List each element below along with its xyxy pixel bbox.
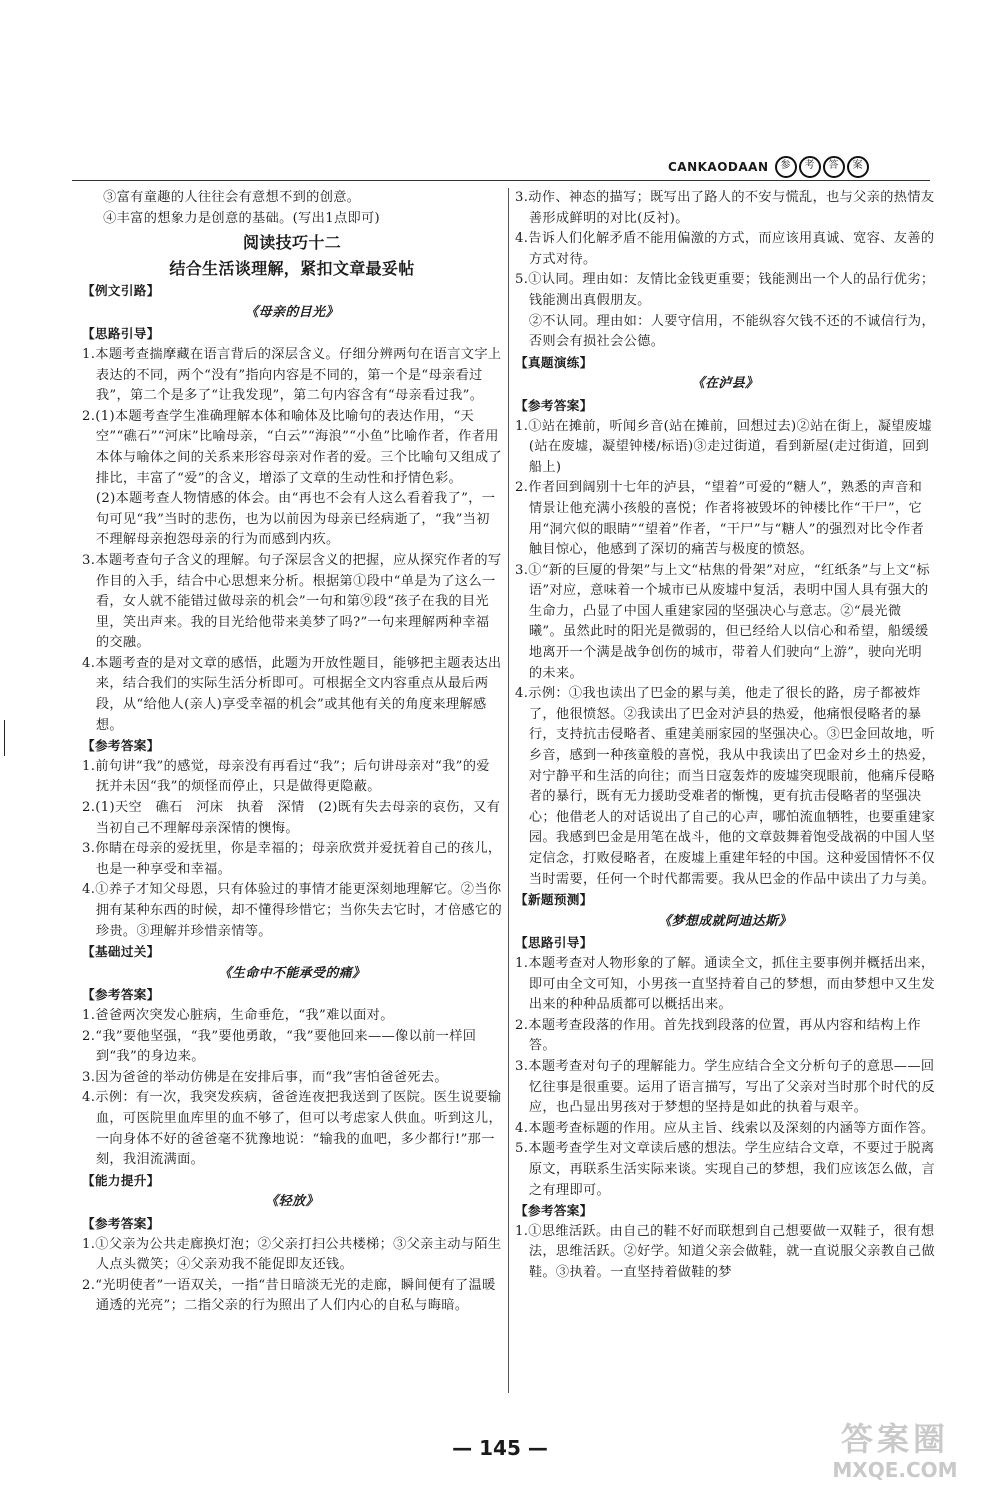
article-title: 《母亲的目光》 bbox=[245, 304, 339, 320]
watermark-url: MXQE.COM bbox=[832, 1458, 958, 1482]
tag-new: 【新题预测】 bbox=[515, 892, 593, 908]
answer-item: 3.因为爸爸的举动仿佛是在安排后事，而“我”害怕爸爸死去。 bbox=[82, 1069, 448, 1085]
tag-example: 【例文引路】 bbox=[82, 283, 160, 299]
answer-item: 3.你睛在母亲的爱抚里，你是幸福的；母亲欣赏并爱抚着自己的孩儿，也是一种享受和幸福。 bbox=[82, 841, 502, 877]
answer-item: 1.前句讲“我”的感觉，母亲没有再看过“我”；后句讲母亲对“我”的爱抚并未因“我”的烦怪而停止，只是做得更隐蔽。 bbox=[82, 758, 490, 795]
logo-image: 参 考 答 案 bbox=[775, 156, 869, 178]
tag-answer: 【参考答案】 bbox=[82, 738, 160, 754]
answer-item: 2.(1)天空 礁石 河床 执着 深情 (2)既有失去母亲的哀伤，又有当初自己不理解母亲深情的懊悔。 bbox=[82, 800, 501, 836]
answer-item: 3.动作、神态的描写；既写出了路人的不安与慌乱，也与父亲的热情友善形成鲜明的对比(反衬)。 bbox=[515, 190, 935, 226]
article-title: 《梦想成就阿迪达斯》 bbox=[658, 913, 792, 929]
article-title: 《在泸县》 bbox=[691, 376, 759, 392]
answer-item: ②不认同。理由如：人要守信用，不能纵容欠钱不还的不诚信行为，否则会有损社会公德。 bbox=[528, 313, 935, 350]
column-divider bbox=[508, 188, 509, 1393]
tag-answer: 【参考答案】 bbox=[515, 397, 593, 413]
article-title: 《轻放》 bbox=[265, 1194, 319, 1210]
answer-item: 5.①认同。理由如：友情比金钱更重要；钱能测出一个人的品行优劣；钱能测出真假朋友。 bbox=[515, 272, 935, 308]
section-heading: 阅读技巧十二 bbox=[242, 233, 342, 253]
guide-item: 4.本题考查的是对文章的感悟，此题为开放性题目，能够把主题表达出来，结合我们的实际生活分析即可。可根据全文内容重点从最后两段，从“给他人(亲人)享受幸福的机会”或其他有关的角度来理解感想。 bbox=[82, 655, 502, 733]
answer-item: 4.示例：有一次，我突发疾病，爸爸连夜把我送到了医院。医生说要输血，可医院里血库里的血不够了，但可以考虑家人供血。听到这儿，一向身体不好的爸爸毫不犹豫地说：“输我的血吧，多少都行!”那一刻，我泪流满面。 bbox=[82, 1090, 502, 1168]
tag-guide: 【思路引导】 bbox=[515, 935, 593, 951]
header-logo bbox=[668, 156, 869, 178]
answer-item: 4.①养子才知父母恩，只有体验过的事情才能更深刻地理解它。②当你拥有某种东西的时候，却不懂得珍惜它；当你失去它时，才倍感它的珍贵。③理解并珍惜亲情等。 bbox=[82, 882, 502, 939]
right-column bbox=[515, 188, 935, 1283]
guide-item: 3.本题考查对句子的理解能力。学生应结合全文分析句子的意思——回忆往事是很重要。运用了语言描写，写出了父亲对当时那个时代的反应，也凸显出男孩对于梦想的坚持是如此的执着与艰辛。 bbox=[515, 1058, 935, 1116]
guide-item: 5.本题考查学生对文章读后感的想法。学生应结合文章，不要过于脱离原文，再联系生活实际来谈。实现自己的梦想，我们应该怎么做，言之有理即可。 bbox=[515, 1141, 935, 1198]
page-number: — 145 — bbox=[452, 1436, 548, 1460]
margin-mark bbox=[4, 720, 5, 756]
guide-item: 2.(1)本题考查学生准确理解本体和喻体及比喻句的表达作用，“天空”“礁石”“河床”比喻母亲，“白云”“海浪”“小鱼”比喻作者，作者用本体与喻体之间的关系来形容母亲对作者的爱。三个比喻句又组成了排比，丰富了“爱”的含义，增添了文章的生动性和抒情色彩。 bbox=[82, 408, 502, 486]
answer-item: 3.①“新的巨厦的骨架”与上文“枯焦的骨架”对应，“红纸条”与上文“标语”对应，意味着一个城市已从废墟中复活，表明中国人具有强大的生命力，凸显了中国人重建家园的坚强决心与意志。②“晨光微曦”。虽然此时的阳光是微弱的，但已经给人以信心和希望，船缓缓地离开一个满是战争创伤的城市，带着人们驶向“上游”，驶向光明的未来。 bbox=[515, 562, 930, 681]
article-title: 《生命中不能承受的痛》 bbox=[218, 965, 366, 981]
section-subheading: 结合生活谈理解，紧扣文章最妥帖 bbox=[169, 259, 415, 279]
intro-line: ④丰富的想象力是创意的基础。(写出1点即可) bbox=[103, 210, 381, 226]
intro-line: ③富有童趣的人往往会有意想不到的创意。 bbox=[103, 190, 361, 205]
answer-item: 4.示例：①我也读出了巴金的累与美，他走了很长的路，房子都被炸了，他很愤怒。②我读出了巴金对泸县的热爱，他痛恨侵略者的暴行，支持抗击侵略者、重建美丽家园的坚强决心。③巴金回故地，听乡音，感到一种孩童般的喜悦，我从中我读出了巴金对乡土的热爱，对宁静平和生活的向往；而当日寇轰炸的废墟突现眼前，他痛斥侵略者的暴行，既有无力援助受难者的惭愧，更有抗击侵略者的坚强决心；他借老人的对话说出了自己的心声，哪怕流血牺牲，也要重建家园。我感到巴金是用笔在战斗，他的文章鼓舞着饱受战祸的中国人坚定信念，打败侵略者，在废墟上重建年轻的中国。这种爱国情怀不仅当时需要，任何一个时代都需要。我从巴金的作品中读出了力与美。 bbox=[515, 686, 935, 887]
header-brand: CANKAODAAN bbox=[668, 160, 769, 174]
guide-item: 1.本题考查对人物形象的了解。通读全文，抓住主要事例并概括出来，即可由全文可知，小男孩一直坚持着自己的梦想，而由梦想中又生发出来的种种品质都可以概括出来。 bbox=[515, 955, 935, 1013]
guide-item: 1.本题考查揣摩藏在语言背后的深层含义。仔细分辨两句在语言文字上表达的不同，两个“没有”指向内容是不同的，第一个是“母亲看过我”，第二个是多了“让我发现”，第二句内容含有“母亲看过我”。 bbox=[82, 346, 502, 404]
tag-answer: 【参考答案】 bbox=[82, 1215, 160, 1231]
header-rule bbox=[72, 180, 930, 181]
tag-ability: 【能力提升】 bbox=[82, 1172, 160, 1188]
tag-guide: 【思路引导】 bbox=[82, 326, 160, 342]
guide-item: 2.本题考查段落的作用。首先找到段落的位置，再从内容和结构上作答。 bbox=[515, 1017, 921, 1054]
guide-item: 3.本题考查句子含义的理解。句子深层含义的把握，应从探究作者的写作目的入手，结合中心思想来分析。根据第①段中“单是为了这么一看，女人就不能错过做母亲的机会”一句和第⑨段“孩子在我的目光里，笑出声来。我的目光给他带来美梦了吗?”一句来理解两种幸福的交融。 bbox=[82, 552, 502, 651]
watermark-logo bbox=[820, 1420, 970, 1486]
answer-item: 2.“光明使者”一语双关，一指“昔日暗淡无光的走廊，瞬间便有了温暖通透的光亮”；二指父亲的行为照出了人们内心的自私与晦暗。 bbox=[82, 1277, 496, 1314]
guide-item: (2)本题考查人物情感的体会。由“再也不会有人这么看着我了”，一句可见“我”当时的悲伤，也为以前因为母亲已经病逝了，“我”当初不理解母亲抱怨母亲的行为而感到内疚。 bbox=[95, 491, 496, 548]
answer-item: 1.①父亲为公共走廊换灯泡；②父亲打扫公共楼梯；③父亲主动与陌生人点头微笑；④父亲劝我不能促即友还钱。 bbox=[82, 1236, 502, 1273]
tag-basic: 【基础过关】 bbox=[82, 944, 160, 960]
answer-item: 2.作者回到阔别十七年的泸县，“望着”可爱的“糖人”，熟悉的声音和情景让他充满小孩般的喜悦；作者将被毁坏的钟楼比作“干尸”，它用“洞穴似的眼睛”“望着”作者，“干尸”与“糖人”的强烈对比令作者触目惊心，他感到了深切的痛苦与极度的愤怒。 bbox=[515, 480, 925, 558]
answer-item: 1.①站在摊前，听闻乡音(站在摊前，回想过去)②站在街上，凝望废墟(站在废墟，凝望钟楼/标语)③走过街道，看到新屋(走过街道，回到船上) bbox=[515, 418, 932, 475]
tag-real: 【真题演练】 bbox=[515, 354, 593, 370]
answer-item: 2.“我”要他坚强，“我”要他勇敢，“我”要他回来——像以前一样回到“我”的身边来。 bbox=[82, 1028, 477, 1065]
watermark-text: 答案圈 bbox=[840, 1420, 949, 1458]
guide-item: 4.本题考查标题的作用。应从主旨、线索以及深刻的内涵等方面作答。 bbox=[515, 1120, 935, 1136]
tag-answer: 【参考答案】 bbox=[82, 987, 160, 1003]
answer-item: 1.①思维活跃。由自己的鞋不好而联想到自己想要做一双鞋子，很有想法，思维活跃。②好学。知道父亲会做鞋，就一直说服父亲教自己做鞋。③执着。一直坚持着做鞋的梦 bbox=[515, 1223, 935, 1280]
tag-answer: 【参考答案】 bbox=[515, 1203, 593, 1219]
answer-item: 4.告诉人们化解矛盾不能用偏激的方式，而应该用真诚、宽容、友善的方式对待。 bbox=[515, 231, 935, 267]
answer-item: 1.爸爸两次突发心脏病，生命垂危，“我”难以面对。 bbox=[82, 1007, 394, 1023]
left-column bbox=[82, 188, 502, 1317]
